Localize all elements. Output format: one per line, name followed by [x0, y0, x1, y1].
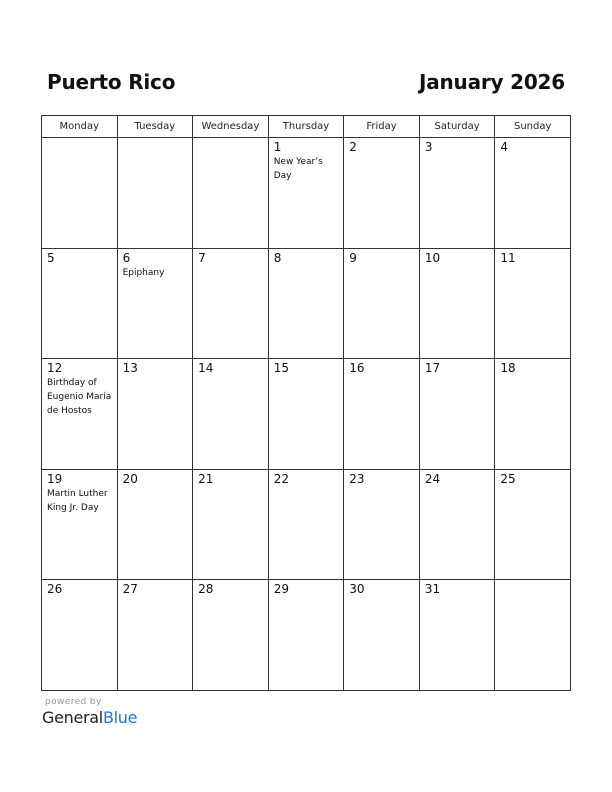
weekday-header: Sunday — [495, 116, 571, 138]
day-cell — [344, 469, 420, 580]
day-number: 6 — [122, 250, 131, 265]
month-year-title: January 2026 — [418, 70, 565, 94]
weekday-header: Tuesday — [117, 116, 193, 138]
day-number: 11 — [500, 250, 516, 265]
day-number: 3 — [424, 140, 433, 154]
day-number: 2 — [349, 140, 357, 154]
week-row — [42, 359, 571, 470]
day-number: 26 — [47, 582, 63, 597]
day-number: 24 — [424, 471, 441, 486]
day-cell — [495, 359, 571, 470]
day-cell — [193, 359, 269, 470]
day-number: 31 — [424, 582, 441, 597]
powered-by-label: powered by — [45, 697, 102, 707]
day-number: 5 — [47, 250, 55, 265]
day-number: 22 — [273, 471, 289, 486]
holiday-label: New Year’s Day — [273, 157, 323, 181]
brand-logo — [42, 708, 137, 727]
day-cell — [495, 138, 571, 249]
day-number: 4 — [500, 140, 509, 154]
week-row — [42, 469, 571, 580]
weekday-header: Friday — [344, 116, 420, 138]
day-number: 30 — [349, 582, 365, 597]
day-number: 20 — [122, 471, 138, 486]
day-cell — [42, 138, 118, 249]
day-cell — [268, 248, 344, 359]
day-cell — [193, 469, 269, 580]
day-number: 8 — [273, 250, 282, 265]
day-number: 25 — [500, 471, 516, 486]
day-cell — [42, 248, 118, 359]
day-cell — [117, 359, 193, 470]
day-cell — [193, 248, 269, 359]
day-cell — [344, 138, 420, 249]
day-cell — [419, 580, 495, 691]
day-cell — [268, 469, 344, 580]
day-number: 17 — [424, 361, 441, 376]
brand-name-part1: General — [42, 708, 103, 727]
brand-name-part2: Blue — [102, 708, 138, 727]
day-cell — [495, 580, 571, 691]
country-title: Puerto Rico — [47, 70, 176, 94]
day-number: 16 — [349, 361, 365, 376]
day-number: 13 — [122, 361, 138, 376]
day-cell — [268, 138, 344, 249]
day-number: 27 — [122, 582, 138, 597]
day-cell — [419, 469, 495, 580]
day-cell — [193, 580, 269, 691]
day-number: 10 — [424, 250, 441, 265]
calendar-grid — [41, 115, 571, 691]
weekday-header: Thursday — [268, 116, 344, 138]
day-number: 14 — [198, 361, 214, 376]
weekday-header: Wednesday — [193, 116, 269, 138]
day-cell — [268, 580, 344, 691]
holiday-label: Epiphany — [122, 267, 165, 278]
holiday-label: Martin Luther King Jr. Day — [47, 488, 108, 513]
day-number: 23 — [349, 471, 365, 486]
day-cell — [344, 248, 420, 359]
day-number: 18 — [500, 361, 516, 376]
day-cell — [42, 469, 118, 580]
weekday-header: Saturday — [419, 116, 495, 138]
day-cell — [117, 580, 193, 691]
day-number: 28 — [198, 582, 214, 597]
day-cell — [419, 359, 495, 470]
day-cell — [42, 359, 118, 470]
day-number: 15 — [273, 361, 289, 376]
day-cell — [193, 138, 269, 249]
day-number: 7 — [198, 250, 206, 265]
day-number: 1 — [273, 140, 282, 154]
day-number: 21 — [198, 471, 214, 486]
day-cell — [419, 138, 495, 249]
day-cell — [344, 580, 420, 691]
day-cell — [117, 248, 193, 359]
week-row — [42, 138, 571, 249]
day-cell — [268, 359, 344, 470]
day-cell — [117, 469, 193, 580]
day-number: 29 — [273, 582, 289, 597]
day-cell — [117, 138, 193, 249]
day-cell — [495, 248, 571, 359]
day-number: 19 — [47, 471, 63, 486]
week-row — [42, 248, 571, 359]
day-number: 9 — [349, 250, 357, 265]
weekday-header-row — [42, 116, 571, 138]
day-number: 12 — [47, 361, 63, 376]
day-cell — [344, 359, 420, 470]
day-cell — [495, 469, 571, 580]
weekday-header: Monday — [42, 116, 118, 138]
week-row — [42, 580, 571, 691]
holiday-label: Birthday of Eugenio María de Hostos — [47, 378, 112, 417]
day-cell — [42, 580, 118, 691]
day-cell — [419, 248, 495, 359]
